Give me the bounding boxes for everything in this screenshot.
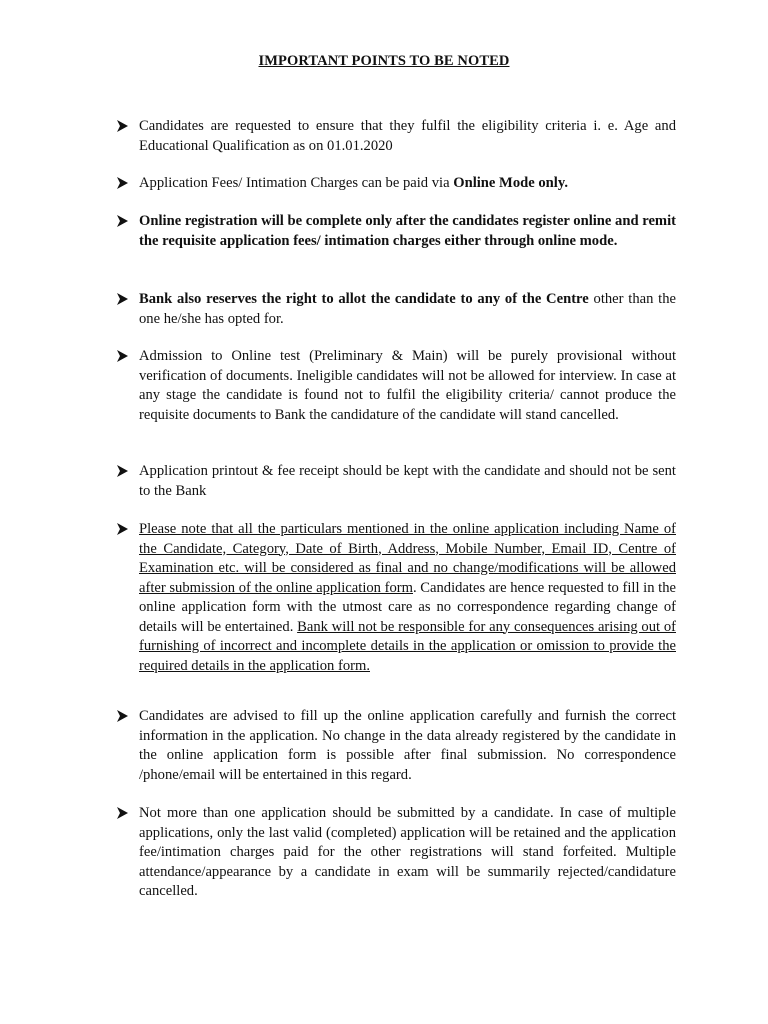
point-text xyxy=(139,804,676,902)
point-text xyxy=(139,707,676,785)
point-text xyxy=(139,520,676,676)
point-segment: other than the one he/she has opted for. xyxy=(139,291,676,327)
point-segment: Application printout & fee receipt should be kept with the candidate and should not be sent to the Bank xyxy=(139,463,676,499)
arrow-bullet-icon xyxy=(116,118,130,134)
point-text xyxy=(139,290,676,329)
arrow-bullet-icon xyxy=(116,463,130,479)
point-segment-bold: Online Mode only. xyxy=(453,175,568,191)
point-segment-bold: Bank also reserves the right to allot the candidate to any of the Centre xyxy=(139,291,589,307)
page-title: IMPORTANT POINTS TO BE NOTED xyxy=(258,53,510,69)
arrow-bullet-icon xyxy=(116,708,130,724)
point-segment-underlined: Bank will not be responsible for any consequences arising out of furnishing of incorrect and incomplete details in the application or omission to provide the required details in the application form. xyxy=(139,618,676,674)
point-segment: Not more than one application should be submitted by a candidate. In case of multiple applications, only the last valid (completed) application will be retained and the application fee/intimation charges paid for the other registrations will stand forfeited. Multiple attendance/appearance by a candidate in exam will be summarily rejected/candidature cancelled. xyxy=(139,805,676,899)
point-segment: Candidates are advised to fill up the online application carefully and furnish the correct information in the application. No change in the data already registered by the candidate in the online application form is possible after final submission. No correspondence /phone/email will be entertained in this regard. xyxy=(139,708,676,783)
point-text xyxy=(139,347,676,425)
arrow-bullet-icon xyxy=(116,213,130,229)
point-segment: . Candidates are hence requested to fill in the online application form with the utmost care as no correspondence regarding change of details will be entertained. xyxy=(139,579,676,635)
point-segment: Admission to Online test (Preliminary & Main) will be purely provisional without verification of documents. Ineligible candidates will not be allowed for interview. In case at any stage the candidate is found not to fulfil the eligibility criteria/ cannot produce the requisite documents to Bank the candidature of the candidate will stand cancelled. xyxy=(139,348,676,423)
point-text xyxy=(139,174,676,194)
point-segment: Application Fees/ Intimation Charges can be paid via xyxy=(139,175,454,191)
arrow-bullet-icon xyxy=(116,521,130,537)
arrow-bullet-icon xyxy=(116,805,130,821)
arrow-bullet-icon xyxy=(116,175,130,191)
arrow-bullet-icon xyxy=(116,348,130,364)
arrow-bullet-icon xyxy=(116,291,130,307)
point-segment: Candidates are requested to ensure that they fulfil the eligibility criteria i. e. Age and Educational Qualification as on 01.01.2020 xyxy=(139,118,676,154)
point-text xyxy=(139,212,676,251)
point-segment-underlined: Please note that all the particulars mentioned in the online application including Name of the Candidate, Category, Date of Birth, Address, Mobile Number, Email ID, Centre of Examination etc. will be considered as final and no change/modifications will be allowed after submission of the online application form xyxy=(139,521,676,596)
point-text xyxy=(139,117,676,156)
point-text xyxy=(139,462,676,501)
point-segment-bold: Online registration will be complete only after the candidates register online and remit the requisite application fees/ intimation charges either through online mode. xyxy=(139,213,676,249)
